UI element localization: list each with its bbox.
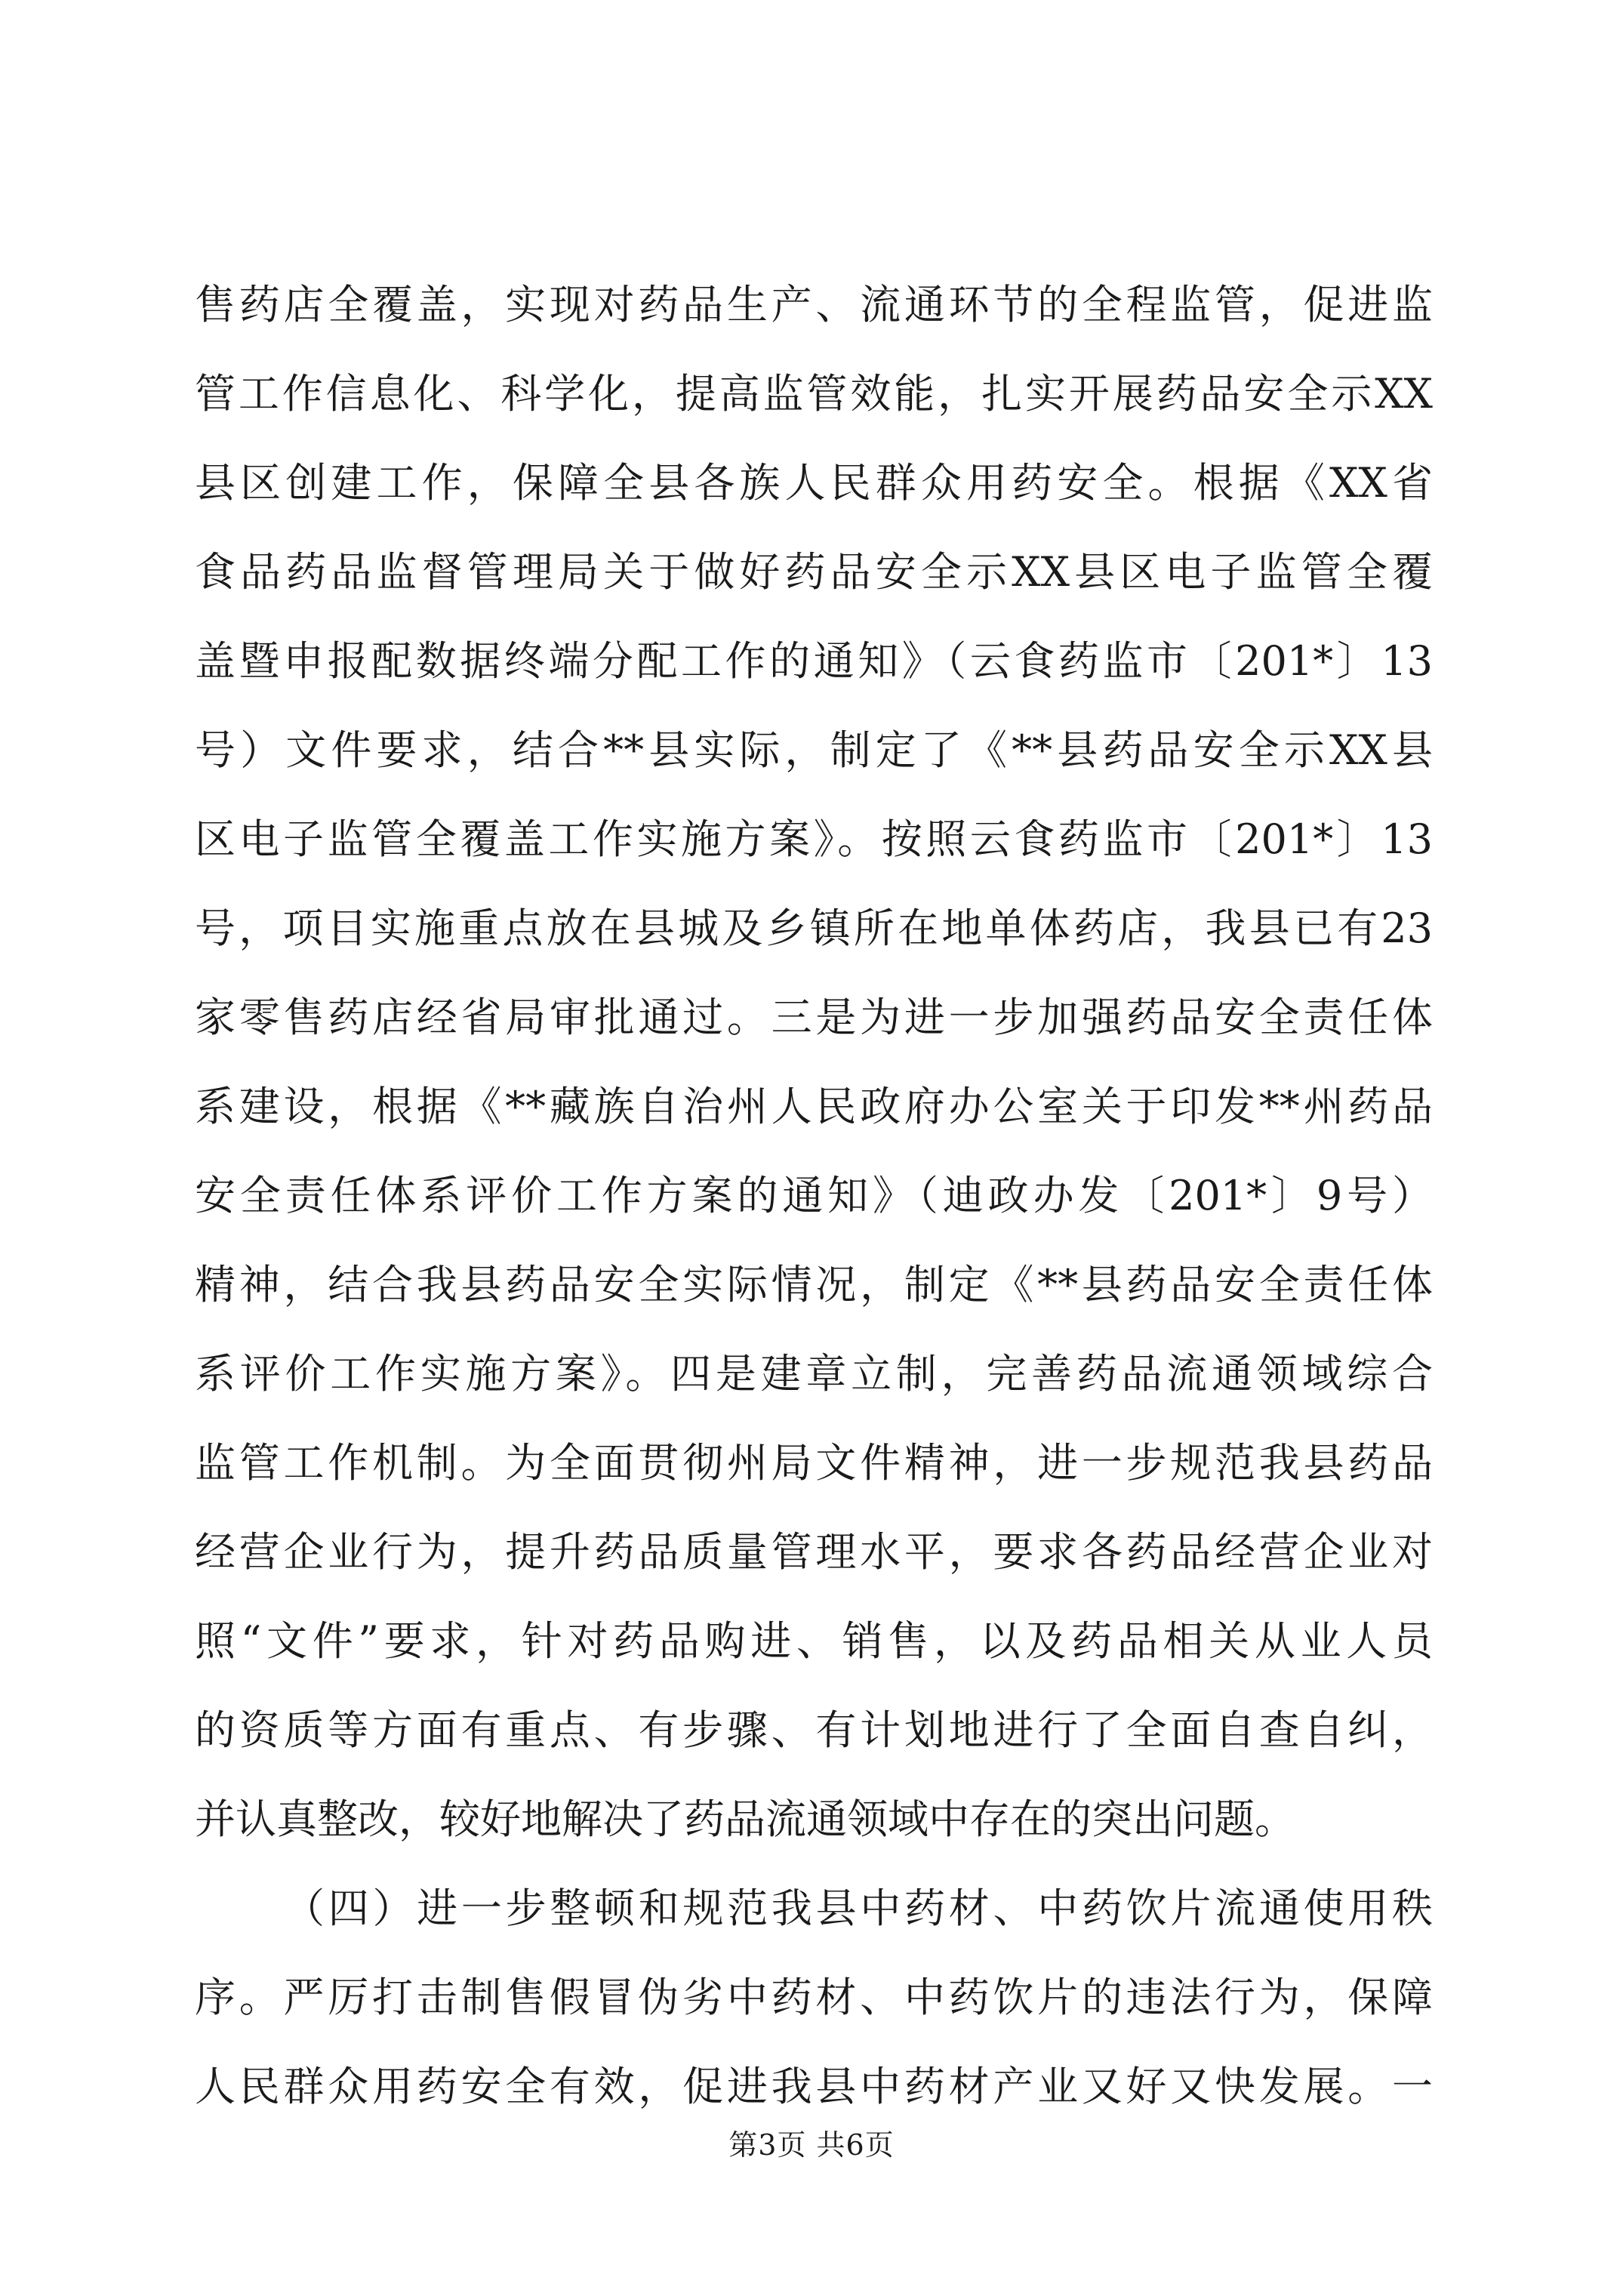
text-line: 序。严厉打击制售假冒伪劣中药材、中药饮片的违法行为，保障	[195, 1974, 1433, 2021]
body-text	[195, 260, 1433, 2131]
page-footer: 第3页 共6页	[728, 2128, 895, 2162]
text-line: 号，项目实施重点放在县城及乡镇所在地单体药店，我县已有23	[195, 905, 1433, 952]
text-line: 盖暨申报配数据终端分配工作的通知》（云食药监市〔201*〕13	[195, 637, 1433, 685]
text-line: 系评价工作实施方案》。四是建章立制，完善药品流通领域综合	[195, 1350, 1433, 1398]
text-line-paragraph-end: 并认真整改，较好地解决了药品流通领域中存在的突出问题。	[195, 1795, 1295, 1843]
text-line: 号）文件要求，结合**县实际，制定了《**县药品安全示XX县	[195, 726, 1433, 774]
text-line: 管工作信息化、科学化，提高监管效能，扎实开展药品安全示XX	[195, 370, 1433, 418]
text-line: 区电子监管全覆盖工作实施方案》。按照云食药监市〔201*〕13	[195, 815, 1433, 863]
text-line: 售药店全覆盖，实现对药品生产、流通环节的全程监管，促进监	[195, 281, 1433, 328]
text-line: 安全责任体系评价工作方案的通知》（迪政办发〔201*〕9号）	[195, 1172, 1433, 1219]
text-line: 系建设，根据《**藏族自治州人民政府办公室关于印发**州药品	[195, 1083, 1433, 1130]
text-line: 的资质等方面有重点、有步骤、有计划地进行了全面自查自纠，	[195, 1706, 1433, 1754]
section-heading-line: （四）进一步整顿和规范我县中药材、中药饮片流通使用秩	[284, 1885, 1433, 1932]
text-line: 照“文件”要求，针对药品购进、销售，以及药品相关从业人员	[195, 1617, 1433, 1665]
text-line: 食品药品监督管理局关于做好药品安全示XX县区电子监管全覆	[195, 548, 1433, 596]
text-line: 精神，结合我县药品安全实际情况，制定《**县药品安全责任体	[195, 1261, 1433, 1308]
text-line: 监管工作机制。为全面贯彻州局文件精神，进一步规范我县药品	[195, 1439, 1433, 1487]
text-line: 经营企业行为，提升药品质量管理水平，要求各药品经营企业对	[195, 1528, 1433, 1576]
text-line: 家零售药店经省局审批通过。三是为进一步加强药品安全责任体	[195, 994, 1433, 1041]
text-line: 人民群众用药安全有效，促进我县中药材产业又好又快发展。一	[195, 2063, 1433, 2110]
text-line: 县区创建工作，保障全县各族人民群众用药安全。根据《XX省	[195, 459, 1433, 507]
